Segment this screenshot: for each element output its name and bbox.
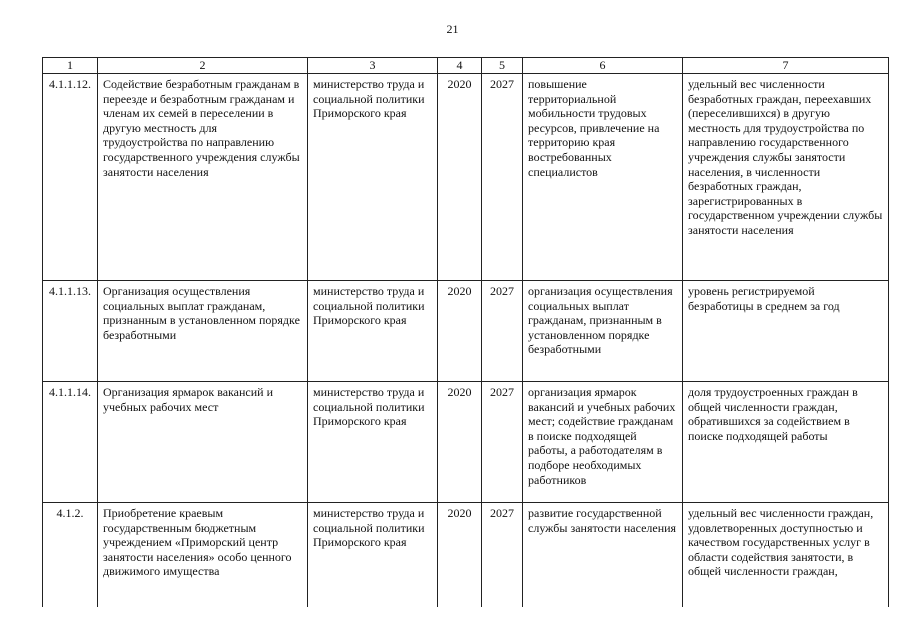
column-header: 1 [43,58,98,74]
item-number: 4.1.1.12. [43,74,98,281]
item-end-year: 2027 [482,74,523,281]
column-header: 6 [523,58,683,74]
item-name: Приобретение краевым государственным бюджетным учреждением «Приморский центр занятости населения» особо ценного движимого имущества [98,503,308,607]
item-result: повышение территориальной мобильности трудовых ресурсов, привлечение на территорию края востребованных специалистов [523,74,683,281]
item-number: 4.1.2. [43,503,98,607]
item-end-year: 2027 [482,503,523,607]
item-name: Содействие безработным гражданам в переезде и безработным гражданам и членам их семей в переселении в другую местность для трудоустройства по направлению государственного учреждения службы занятости населения [98,74,308,281]
column-number-row [43,58,889,74]
item-start-year: 2020 [438,74,482,281]
column-header: 5 [482,58,523,74]
item-result: организация ярмарок вакансий и учебных рабочих мест; содействие гражданам в поиске подходящей работы, а работодателям в подборе необходимых работников [523,382,683,503]
item-executor: министерство труда и социальной политики Приморского края [308,74,438,281]
item-executor: министерство труда и социальной политики Приморского края [308,503,438,607]
item-end-year: 2027 [482,382,523,503]
item-number: 4.1.1.13. [43,281,98,382]
item-name: Организация осуществления социальных выплат гражданам, признанным в установленном порядке безработными [98,281,308,382]
item-start-year: 2020 [438,503,482,607]
item-result: развитие государственной службы занятости населения [523,503,683,607]
item-executor: министерство труда и социальной политики Приморского края [308,382,438,503]
item-indicator: уровень регистрируемой безработицы в среднем за год [683,281,889,382]
table-row [43,281,889,382]
item-indicator: удельный вес численности граждан, удовлетворенных доступностью и качеством государственных услуг в области содействия занятости, в общей численности граждан, [683,503,889,607]
item-indicator: удельный вес численности безработных граждан, переехавших (переселившихся) в другую местность для трудоустройства по направлению государственного учреждения службы занятости населения, в численности безработных граждан, зарегистрированных в государственном учреждении службы занятости населения [683,74,889,281]
table-row [43,74,889,281]
item-number: 4.1.1.14. [43,382,98,503]
column-header: 3 [308,58,438,74]
item-end-year: 2027 [482,281,523,382]
column-header: 2 [98,58,308,74]
item-name: Организация ярмарок вакансий и учебных рабочих мест [98,382,308,503]
item-start-year: 2020 [438,382,482,503]
table-row [43,382,889,503]
item-start-year: 2020 [438,281,482,382]
table-row [43,503,889,607]
item-indicator: доля трудоустроенных граждан в общей численности граждан, обратившихся за содействием в поиске подходящей работы [683,382,889,503]
program-activities-table [42,57,889,607]
item-executor: министерство труда и социальной политики Приморского края [308,281,438,382]
page-number: 21 [446,22,459,36]
column-header: 4 [438,58,482,74]
item-result: организация осуществления социальных выплат гражданам, признанным в установленном порядке безработными [523,281,683,382]
column-header: 7 [683,58,889,74]
